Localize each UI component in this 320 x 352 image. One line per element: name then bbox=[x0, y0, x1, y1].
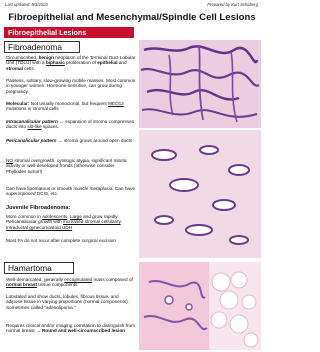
fa-molecular: Molecular: Not usually monoclonal, but frequent MED12 mutations in stromal cells bbox=[6, 101, 124, 112]
page-title: Fibroepithelial and Mesenchymal/Spindle Cell Lesions bbox=[8, 12, 256, 23]
fa-metaplasia: Can have lipomatous or smooth muscle metaplasia. Can have superimposed DCIS, etc. bbox=[6, 186, 135, 197]
fa-pericanalicular: Pericanalicular pattern → stroma grows around open ducts bbox=[6, 138, 133, 143]
fa-recurrence: Most FA do not recur after complete surgical excision bbox=[6, 238, 116, 243]
hamartoma-correlation: Requires clinical and/or imaging correlation to distinguish from normal breast → Round and well-circumscribed lesion bbox=[6, 323, 135, 334]
fa-clinical: Painless, solitary, slow-growing mobile masses. Most common in younger women. Hormone-sensitive, can grow during pregnancy. bbox=[6, 78, 136, 94]
fa-intracanalicular: Intracanalicular pattern → expansion of stroma compresses ducts into slit-like spaces. bbox=[6, 119, 134, 130]
hamartoma-description: Lobulated and show ducts, lobules, fibrous tissue, and adipose tissue in varying proportions (normal components). Sometimes called “adenolipoma.” bbox=[6, 294, 129, 310]
fa-exclusions: NO stromal overgrowth, cytologic atypia, significant mitotic activity or well-developed fronds (otherwise consider Phyllodes tumor!) bbox=[6, 158, 128, 174]
hamartoma-definition: Well-demarcated, generally encapsulated mass composed of normal breast tissue components. bbox=[6, 277, 133, 288]
prepared-by: Prepared by Kurt Schaberg bbox=[207, 2, 258, 7]
fibroadenoma-text bbox=[6, 55, 136, 71]
hamartoma-histology-image bbox=[139, 262, 261, 350]
fibroadenoma-histology-image-1 bbox=[139, 40, 261, 128]
section-banner: Fibroepithelial Lesions bbox=[4, 27, 134, 38]
juvenile-fa-heading: Juvenile Fibroadenoma: bbox=[6, 205, 71, 211]
fibroadenoma-heading: Fibroadenoma bbox=[4, 41, 80, 53]
hamartoma-heading: Hamartoma bbox=[4, 262, 74, 274]
fibroadenoma-histology-image-2 bbox=[139, 130, 261, 258]
fa-definition: Circumscribed, benign neoplasm of the Terminal Duct Lobular Unit (TDLU) with a biphasic proliferation of epithelial and stromal cells. bbox=[6, 55, 136, 71]
juvenile-fa-text: More common in adolescents. Large and grow rapidly. Pericanalicular growth with increased stromal cellularity. Intraductal gynecomastoid UDH bbox=[6, 214, 122, 230]
last-updated: Last updated: 9/3/2020 bbox=[5, 2, 48, 7]
